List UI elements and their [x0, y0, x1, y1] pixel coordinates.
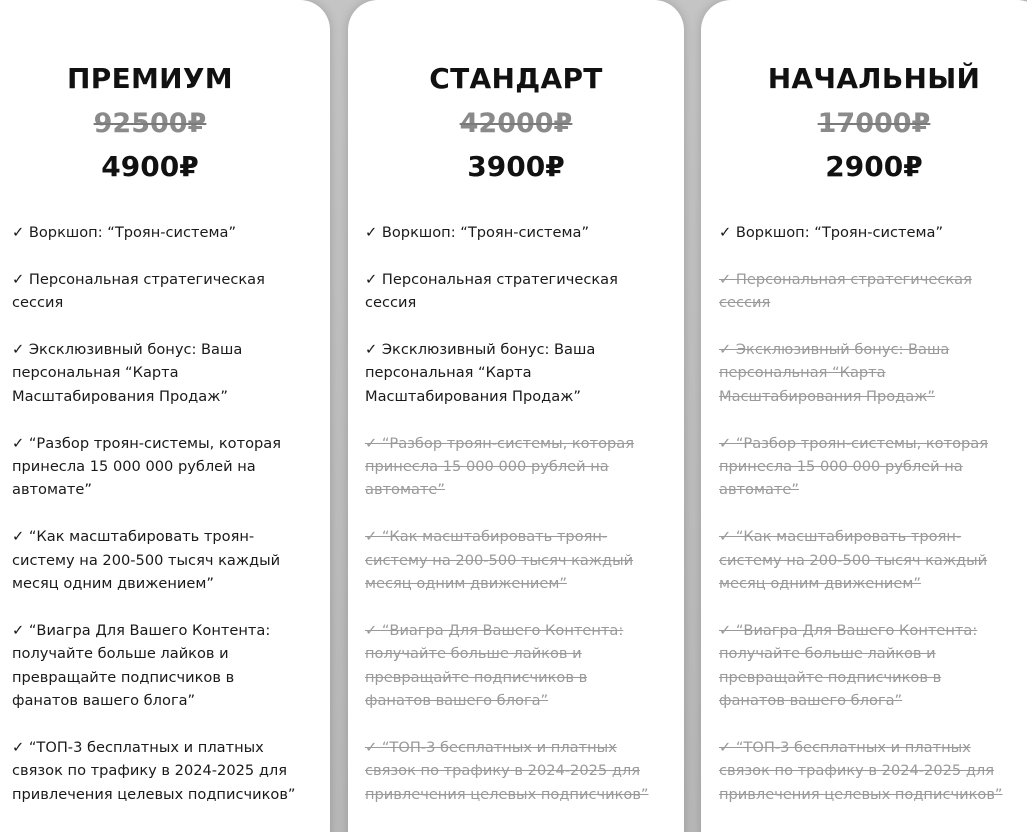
feature-list — [12, 221, 317, 829]
current-price: 4900₽ — [101, 150, 199, 183]
feature-item: ✓ “Разбор троян-системы, которая принесла 15 000 000 рублей на автомате” — [12, 434, 282, 499]
feature-list — [719, 221, 1027, 829]
plan-card-standard — [348, 0, 684, 832]
feature-item: ✓ Воркшоп: “Троян-система” — [365, 224, 590, 241]
feature-item: ✓ Персональная стратегическая сессия — [12, 270, 265, 312]
current-price: 3900₽ — [467, 150, 565, 183]
old-price: 92500₽ — [93, 108, 207, 139]
old-price: 17000₽ — [817, 108, 931, 139]
feature-item-excluded: ✓ “Как масштабировать троян- систему на 200-500 тысяч каждый месяц одним движением” — [719, 528, 988, 593]
feature-item: ✓ Персональная стратегическая сессия — [365, 270, 618, 312]
plan-card-starter — [701, 0, 1027, 832]
feature-item: ✓ “Как масштабировать троян- систему на 200-500 тысяч каждый месяц одним движением” — [12, 528, 281, 593]
feature-item-excluded: ✓ “Виагра Для Вашего Контента: получайте больше лайков и превращайте подписчиков в фанатов вашего блога” — [365, 621, 624, 710]
plan-title: НАЧАЛЬНЫЙ — [767, 62, 981, 95]
feature-item: ✓ “Виагра Для Вашего Контента: получайте больше лайков и превращайте подписчиков в фанатов вашего блога” — [12, 621, 271, 710]
feature-item-excluded: ✓ “Виагра Для Вашего Контента: получайте больше лайков и превращайте подписчиков в фанатов вашего блога” — [719, 621, 978, 710]
plan-title: СТАНДАРТ — [429, 62, 603, 95]
plan-card-premium — [0, 0, 330, 832]
feature-list — [365, 221, 676, 829]
feature-item-excluded: ✓ “Разбор троян-системы, которая принесла 15 000 000 рублей на автомате” — [365, 434, 635, 499]
feature-item-excluded: ✓ “Разбор троян-системы, которая принесла 15 000 000 рублей на автомате” — [719, 434, 989, 499]
feature-item: ✓ Эксклюзивный бонус: Ваша персональная “Карта Масштабирования Продаж” — [12, 341, 243, 405]
feature-item-excluded: ✓ Персональная стратегическая сессия — [719, 270, 972, 312]
feature-item: ✓ Воркшоп: “Троян-система” — [719, 224, 944, 241]
plan-title: ПРЕМИУМ — [67, 62, 233, 95]
feature-item-excluded: ✓ “Как масштабировать троян- систему на 200-500 тысяч каждый месяц одним движением” — [365, 528, 634, 593]
feature-item-excluded: ✓ Эксклюзивный бонус: Ваша персональная “Карта Масштабирования Продаж” — [719, 341, 950, 405]
old-price: 42000₽ — [459, 108, 573, 139]
current-price: 2900₽ — [825, 150, 923, 183]
feature-item: ✓ Эксклюзивный бонус: Ваша персональная “Карта Масштабирования Продаж” — [365, 341, 596, 405]
feature-item: ✓ Воркшоп: “Троян-система” — [12, 224, 237, 241]
feature-item-excluded: ✓ “ТОП-3 бесплатных и платных связок по трафику в 2024-2025 для привлечения целевых подписчиков” — [719, 738, 1003, 803]
feature-item: ✓ “ТОП-3 бесплатных и платных связок по трафику в 2024-2025 для привлечения целевых подписчиков” — [12, 738, 296, 803]
feature-item-excluded: ✓ “ТОП-3 бесплатных и платных связок по трафику в 2024-2025 для привлечения целевых подписчиков” — [365, 738, 649, 803]
